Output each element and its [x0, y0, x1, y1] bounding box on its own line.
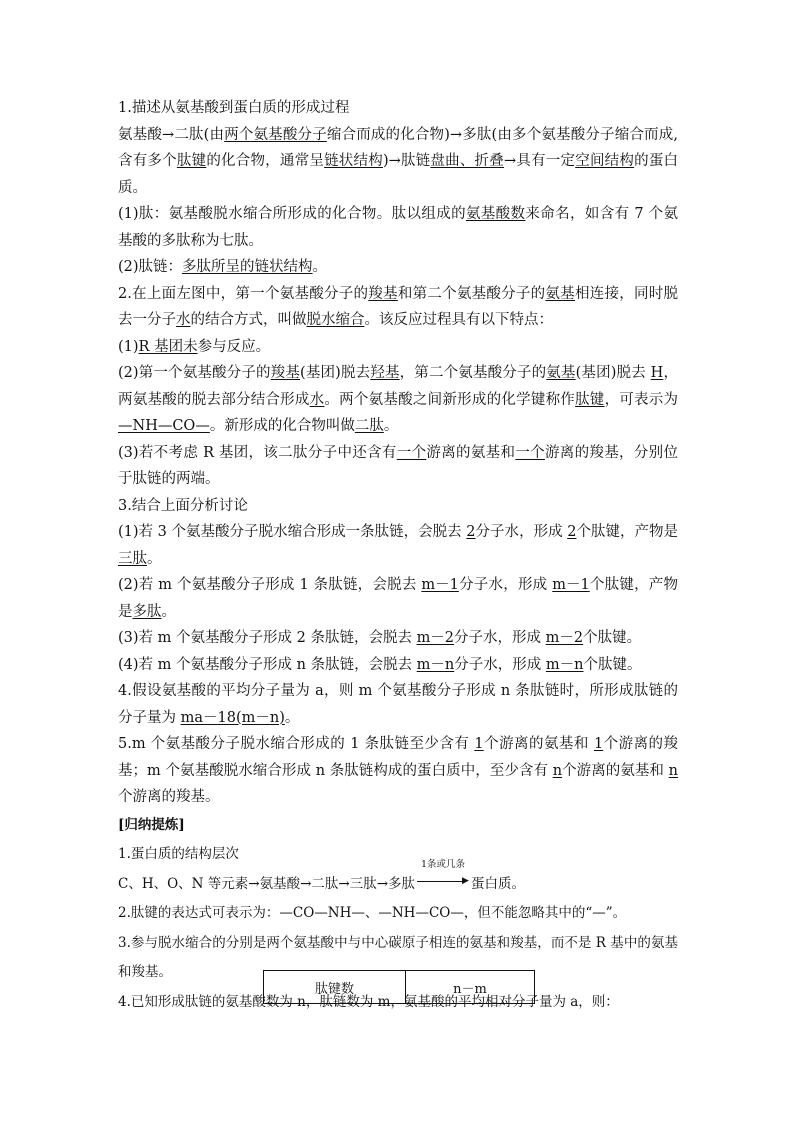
document-content — [118, 95, 678, 1017]
underlined-answer: 2 — [567, 524, 577, 540]
section-3-item-2 — [118, 572, 678, 625]
underlined-answer: 一个 — [396, 444, 427, 461]
arrow-line — [417, 881, 465, 882]
underlined-answer: 多肽所呈的链状结构 — [182, 259, 313, 275]
text-segment: 的化合物，通常呈 — [206, 153, 325, 169]
text-segment: 分子水，形成 — [454, 630, 546, 646]
underlined-answer: 氨基 — [546, 365, 576, 381]
text-segment: 分子水，形成 — [454, 656, 546, 673]
underlined-answer: 氨基 — [545, 285, 575, 302]
text-segment: 个肽键，产物是 — [118, 577, 679, 620]
text-segment: 个游离的氨基和 — [483, 736, 594, 752]
text-segment: 个游离的羧基；m 个氨基酸脱水缩合形成 n 条肽链构成的蛋白质中，至少含有 — [118, 736, 678, 779]
underlined-answer: 1 — [474, 736, 484, 752]
underlined-answer: n — [552, 762, 563, 779]
underlined-answer: 链状结构 — [324, 153, 383, 169]
underlined-answer: m－2 — [545, 630, 584, 646]
text-segment: 。 — [284, 709, 300, 726]
text-segment: 4.假设氨基酸的平均分子量为 a，则 m 个氨基酸分子形成 n 条肽链时，所形成肽链的分子量为 — [118, 683, 678, 726]
summary-structure-text: C、H、O、N 等元素→氨基酸→二肽→三肽→多肽 — [118, 875, 416, 892]
underlined-answer: m－1 — [421, 577, 459, 593]
section-2-intro — [118, 281, 678, 334]
underlined-answer: 1 — [593, 736, 604, 752]
underlined-answer: 盘曲、折叠 — [430, 153, 504, 169]
underlined-answer: 羟基 — [370, 365, 400, 381]
text-segment: 。新形成的化合物叫做 — [209, 418, 355, 434]
table-cell: n－m — [406, 971, 535, 1004]
labeled-arrow — [417, 858, 469, 890]
section-3-title: 3.结合上面分析讨论 — [118, 497, 248, 514]
text-segment: 。该反应过程具有以下特点： — [364, 312, 553, 328]
section-2-item-3 — [118, 440, 678, 493]
table-cell: 肽键数 — [264, 971, 406, 1004]
section-1-item-1 — [118, 201, 678, 254]
text-segment: )→肽链 — [382, 153, 431, 169]
underlined-answer: 空间结构 — [575, 153, 635, 169]
underlined-answer: m－1 — [552, 577, 590, 593]
section-1-item-2 — [118, 254, 678, 281]
text-segment: 5.m 个氨基酸分子脱水缩合形成的 1 条肽链至少含有 — [118, 736, 475, 752]
text-segment: (基团)脱去 — [575, 365, 651, 381]
text-segment: 个游离的羧基。 — [118, 789, 220, 805]
text-segment: 氨基酸→二肽(由 — [118, 126, 225, 143]
text-segment: 分子水，形成 — [475, 524, 568, 540]
section-3-item-3 — [118, 625, 678, 652]
text-segment: 的蛋白质。 — [118, 153, 679, 196]
underlined-answer: 脱水缩合 — [306, 312, 365, 328]
underlined-answer: 多肽 — [132, 603, 162, 620]
underlined-answer: 水 — [309, 391, 325, 408]
text-segment: (1)若 3 个氨基酸分子脱水缩合形成一条肽链，会脱去 — [118, 524, 467, 540]
text-segment: (3)若不考虑 R 基团，该二肽分子中还含有 — [118, 444, 397, 461]
section-2-item-2 — [118, 360, 678, 440]
text-segment: 个肽键。 — [583, 630, 642, 646]
underlined-answer: m－2 — [416, 630, 455, 646]
table-row — [264, 971, 535, 1004]
text-segment: 游离的氨基和 — [426, 444, 516, 461]
text-segment: ，两氨基酸的脱去部分结合形成 — [118, 365, 678, 408]
underlined-answer: 肽键 — [575, 391, 605, 408]
text-segment: (2)肽链： — [118, 259, 183, 275]
underlined-answer: 氨基酸数 — [465, 206, 526, 222]
text-segment: 个肽键。 — [583, 656, 642, 673]
text-segment: (1) — [118, 338, 139, 355]
underlined-answer: 羧基 — [270, 365, 300, 381]
underlined-answer: n — [668, 762, 679, 779]
arrow-head-icon: ▶ — [462, 875, 469, 886]
underlined-answer: 羧基 — [368, 285, 398, 302]
text-segment: 2.在上面左图中，第一个氨基酸分子的 — [118, 285, 369, 302]
underlined-answer: —NH—CO— — [118, 418, 210, 434]
underlined-answer: H — [650, 365, 664, 381]
section-1-title: 1.描述从氨基酸到蛋白质的形成过程 — [118, 100, 350, 116]
underlined-answer: 肽键 — [176, 153, 207, 169]
section-3-item-1 — [118, 519, 678, 572]
text-segment: 。 — [383, 418, 399, 434]
section-4 — [118, 678, 678, 731]
section-5 — [118, 731, 678, 811]
text-segment: (2)若 m 个氨基酸分子形成 1 条肽链，会脱去 — [118, 577, 422, 593]
text-segment: 相连接，同时脱去一分子 — [118, 285, 679, 328]
text-segment: 。 — [161, 603, 176, 620]
text-segment: 分子水，形成 — [458, 577, 553, 593]
text-segment: (4)若 m 个氨基酸分子形成 n 条肽链，会脱去 — [118, 656, 417, 673]
summary-item-1: 1.蛋白质的结构层次 — [118, 846, 239, 862]
underlined-answer: 两个氨基酸分子 — [224, 126, 327, 143]
summary-item-4: 4.已知形成肽链的氨基酸数为 n，肽链数为 m，氨基酸的平均相对分子量为 a，则： — [118, 993, 619, 1010]
summary-item-structure — [118, 858, 678, 900]
text-segment: (3)若 m 个氨基酸分子形成 2 条肽链，会脱去 — [118, 630, 417, 646]
text-segment: 游离的羧基，分别位于肽链的两端。 — [118, 444, 679, 487]
text-segment: 。 — [312, 259, 328, 275]
text-segment: 个肽键，产物是 — [576, 524, 679, 540]
text-segment: 缩合而成的化合物)→多肽(由多个氨基酸分子缩合而成,含有多个 — [118, 126, 678, 169]
text-segment: 的结合方式，叫做 — [190, 312, 307, 328]
text-segment: 。 — [147, 550, 162, 567]
underlined-answer: 三肽 — [118, 550, 147, 567]
underlined-answer: m－n — [545, 656, 584, 673]
summary-structure-end: 蛋白质。 — [471, 875, 526, 892]
arrow-label: 1条或几条 — [421, 858, 466, 870]
text-segment: →具有一定 — [504, 153, 576, 169]
underlined-answer: 二肽 — [354, 418, 384, 434]
text-segment: 和第二个氨基酸分子的 — [397, 285, 546, 302]
text-segment: 来命名，如含有 7 个氨基酸的多肽称为七肽。 — [118, 206, 678, 249]
text-segment: (2)第一个氨基酸分子的 — [118, 365, 271, 381]
text-segment: ，第二个氨基酸分子的 — [399, 365, 547, 381]
summary-heading: [归纳提炼] — [118, 816, 185, 833]
underlined-answer: m－n — [416, 656, 455, 673]
underlined-answer: 一个 — [515, 444, 545, 461]
summary-item-2: 2.肽键的表达式可表示为：—CO—NH—、—NH—CO—，但不能忽略其中的“—”。 — [118, 905, 627, 921]
text-segment: 参与反应。 — [197, 338, 271, 355]
text-segment: ，可表示为 — [604, 391, 679, 408]
text-segment: (基团)脱去 — [300, 365, 371, 381]
underlined-answer: ma－18(m－n) — [180, 709, 285, 726]
summary-item-3: 3.参与脱水缩合的分别是两个氨基酸中与中心碳原子相连的氨基和羧基，而不是 R 基中的氨基和羧基。 — [118, 934, 678, 980]
section-3-item-4 — [118, 652, 678, 679]
text-segment: (1)肽：氨基酸脱水缩合所形成的化合物。肽以组成的 — [118, 206, 466, 222]
text-segment: 。两个氨基酸之间新形成的化学键称作 — [324, 391, 576, 408]
text-segment: 个游离的氨基和 — [562, 762, 669, 779]
section-2-item-1 — [118, 334, 678, 361]
underlined-answer: R 基团未 — [138, 338, 198, 355]
section-1-flow — [118, 122, 678, 202]
underlined-answer: 2 — [466, 524, 476, 540]
peptide-table — [263, 970, 535, 1004]
underlined-answer: 水 — [176, 312, 191, 328]
